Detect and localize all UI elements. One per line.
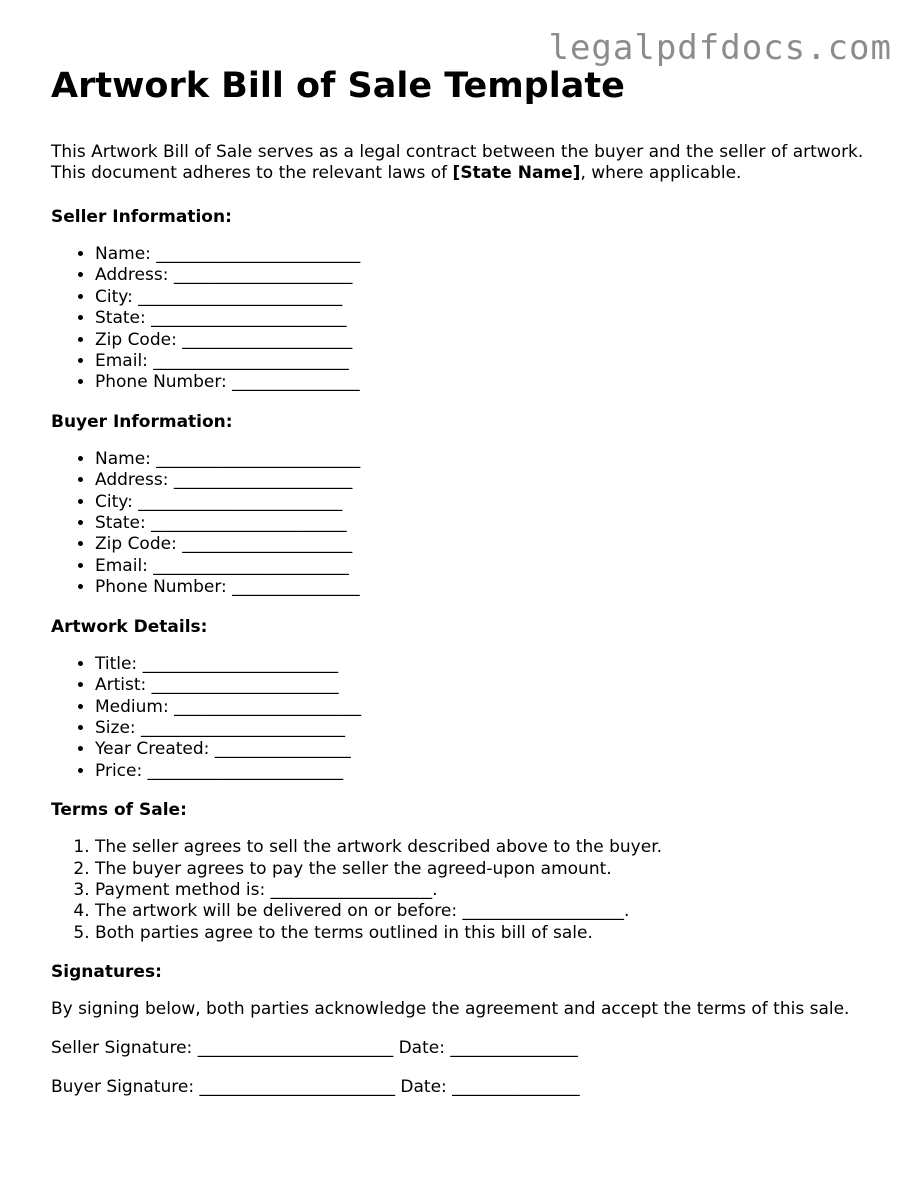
buyer-info-heading: Buyer Information: xyxy=(51,411,233,432)
signatures-text: By signing below, both parties acknowledge the agreement and accept the terms of this sale. xyxy=(51,999,850,1020)
artwork-details-list xyxy=(51,654,881,782)
buyer-state-field[interactable]: • State: _______________________ xyxy=(95,513,881,534)
artwork-year-field[interactable]: • Year Created: ________________ xyxy=(95,739,881,760)
buyer-email-field[interactable]: • Email: _______________________ xyxy=(95,556,881,577)
seller-address-field[interactable]: • Address: _____________________ xyxy=(95,265,881,286)
watermark: legalpdfdocs.com xyxy=(548,28,892,68)
artwork-details-heading: Artwork Details: xyxy=(51,616,208,637)
seller-name-field[interactable]: • Name: ________________________ xyxy=(95,244,881,265)
intro-text-after: , where applicable. xyxy=(580,163,742,183)
intro-paragraph xyxy=(51,142,881,184)
buyer-phone-field[interactable]: • Phone Number: _______________ xyxy=(95,577,881,598)
term-delivery-date[interactable]: 4. The artwork will be delivered on or before: ___________________. xyxy=(95,901,881,922)
term-item: 1. The seller agrees to sell the artwork described above to the buyer. xyxy=(95,837,881,858)
seller-info-heading: Seller Information: xyxy=(51,207,232,227)
document-title: Artwork Bill of Sale Template xyxy=(51,66,625,106)
document-page xyxy=(51,62,881,1116)
term-item: 5. Both parties agree to the terms outlined in this bill of sale. xyxy=(95,923,881,944)
seller-phone-field[interactable]: • Phone Number: _______________ xyxy=(95,372,881,393)
buyer-info-list xyxy=(51,449,881,599)
seller-zip-field[interactable]: • Zip Code: ____________________ xyxy=(95,330,881,351)
seller-state-field[interactable]: • State: _______________________ xyxy=(95,308,881,329)
artwork-price-field[interactable]: • Price: _______________________ xyxy=(95,761,881,782)
terms-heading: Terms of Sale: xyxy=(51,800,187,821)
buyer-zip-field[interactable]: • Zip Code: ____________________ xyxy=(95,534,881,555)
buyer-city-field[interactable]: • City: ________________________ xyxy=(95,492,881,513)
term-payment-method[interactable]: 3. Payment method is: ___________________. xyxy=(95,880,881,901)
seller-info-list xyxy=(51,244,881,394)
artwork-size-field[interactable]: • Size: ________________________ xyxy=(95,718,881,739)
buyer-address-field[interactable]: • Address: _____________________ xyxy=(95,470,881,491)
buyer-signature-line[interactable]: Buyer Signature: _______________________ Date: _______________ xyxy=(51,1077,580,1098)
seller-email-field[interactable]: • Email: _______________________ xyxy=(95,351,881,372)
signatures-heading: Signatures: xyxy=(51,962,162,983)
intro-text-before: This Artwork Bill of Sale serves as a legal contract between the buyer and the seller of artwork. This document adheres to the relevant laws of xyxy=(51,142,864,183)
artwork-artist-field[interactable]: • Artist: ______________________ xyxy=(95,675,881,696)
seller-city-field[interactable]: • City: ________________________ xyxy=(95,287,881,308)
terms-list xyxy=(51,837,881,944)
buyer-name-field[interactable]: • Name: ________________________ xyxy=(95,449,881,470)
artwork-title-field[interactable]: • Title: _______________________ xyxy=(95,654,881,675)
artwork-medium-field[interactable]: • Medium: ______________________ xyxy=(95,697,881,718)
seller-signature-line[interactable]: Seller Signature: _______________________ Date: _______________ xyxy=(51,1038,578,1059)
state-name-placeholder: [State Name] xyxy=(452,163,581,183)
term-item: 2. The buyer agrees to pay the seller the agreed-upon amount. xyxy=(95,859,881,880)
